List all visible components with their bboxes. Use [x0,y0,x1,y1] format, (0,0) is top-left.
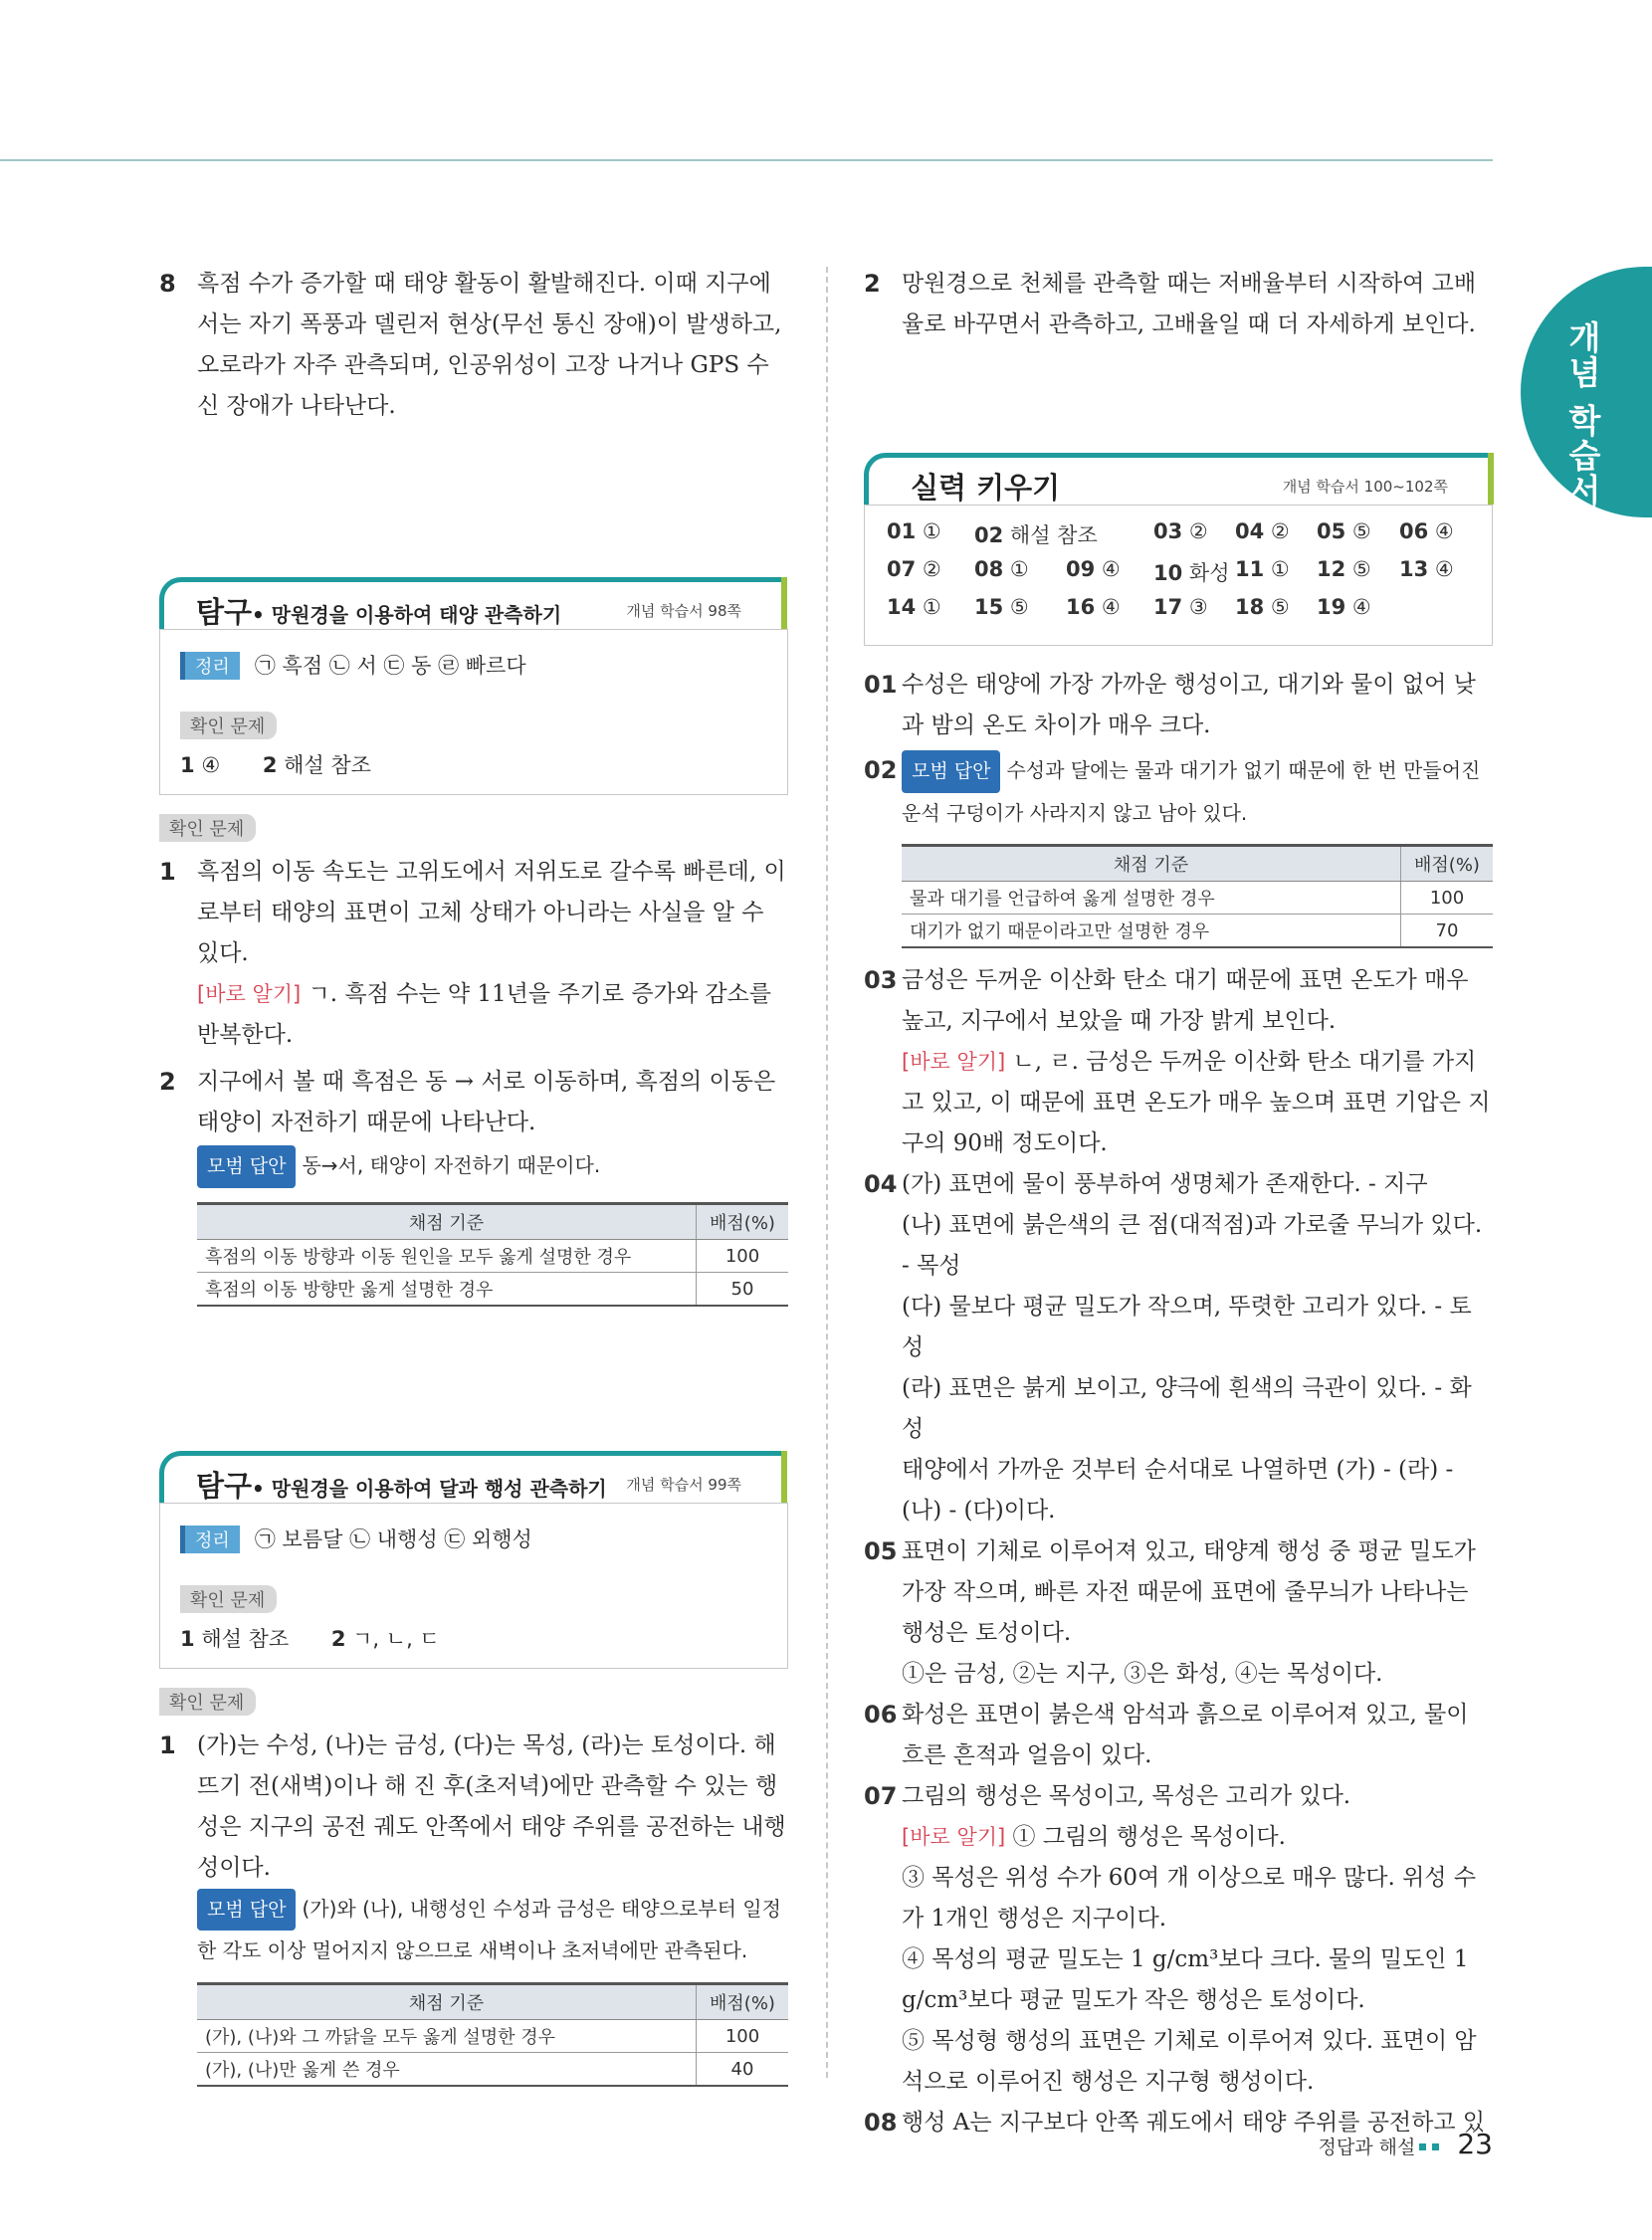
answer-item: 02 해설 참조 [974,523,1098,547]
answer-item: 12 ⑤ [1317,557,1371,581]
explore-box-2-header [159,1451,781,1508]
correction-note: [바로 알기] ㄱ. 흑점 수는 약 11년을 주기로 증가와 감소를 반복한다. [197,981,771,1048]
answer-item: 07 ② [887,557,941,581]
grading-table-1: 채점 기준 배점(%) 흑점의 이동 방향과 이동 원인을 모두 옳게 설명한 경우 100 흑점의 이동 방향만 옳게 설명한 경우 50 [197,1202,788,1307]
summary-text: ㉠ 흑점 ㉡ 서 ㉢ 동 ㉣ 빠르다 [254,654,526,678]
answer-item: 04 ② [1235,519,1290,543]
answer-item: 05 ⑤ [1317,519,1371,543]
answer-item: 16 ④ [1066,595,1121,619]
page-number: 23 [1457,2128,1493,2160]
check-label: 확인 문제 [180,712,277,739]
table-row: 대기가 없기 때문이라고만 설명한 경우 70 [902,915,1493,948]
explore-box-1: 정리 ㉠ 흑점 ㉡ 서 ㉢ 동 ㉣ 빠르다 확인 문제 1 ④ 2 해설 참조 [159,629,788,795]
answer-item: 17 ③ [1153,595,1208,619]
summary-text: ㉠ 보름달 ㉡ 내행성 ㉢ 외행성 [254,1527,532,1551]
answer-item: 09 ④ [1066,557,1121,581]
item-2: 2 망원경으로 천체를 관측할 때는 저배율부터 시작하여 고배율로 바꾸면서 관측하고, 고배율일 때 더 자세하게 보인다. [864,270,1477,337]
answer-item: 11 ① [1235,557,1290,581]
answer-item: 03 ② [1153,519,1208,543]
table-row: 흑점의 이동 방향만 옳게 설명한 경우 50 [197,1273,788,1307]
box-reference: 개념 학습서 100~102쪽 [1282,478,1448,496]
box-reference: 개념 학습서 98쪽 [626,602,741,620]
grading-table-2: 채점 기준 배점(%) (가), (나)와 그 까닭을 모두 옳게 설명한 경우 100 (가), (나)만 옳게 쓴 경우 40 [197,1982,788,2087]
explanation-06: 06 화성은 표면이 붉은색 암석과 흙으로 이루어져 있고, 물이 흐른 흔적과 얼음이 있다. [864,1701,1469,1768]
skill-title: 실력 키우기 [911,471,1061,505]
check-label: 확인 문제 [180,1585,277,1613]
explore-subtitle: • 망원경을 이용하여 태양 관측하기 [252,603,562,627]
answer-item: 06 ④ [1399,519,1454,543]
model-answer: 모범 답안 동→서, 태양이 자전하기 때문이다. [159,1145,788,1188]
explanation-03: 03 금성은 두꺼운 이산화 탄소 대기 때문에 표면 온도가 매우 높고, 지구에서 보았을 때 가장 밝게 보인다. [864,966,1469,1034]
table-row: (가), (나)와 그 까닭을 모두 옳게 설명한 경우 100 [197,2020,788,2053]
explanation-01: 01 수성은 태양에 가장 가까운 행성이고, 대기와 물이 없어 낮과 밤의 온도 차이가 매우 크다. [864,671,1476,738]
page-footer [1319,2128,1494,2160]
column-divider [826,267,828,2078]
footer-label: 정답과 해설 [1318,2137,1416,2158]
item-8: 8 흑점 수가 증가할 때 태양 활동이 활발해진다. 이때 지구에서는 자기 폭풍과 델린저 현상(무선 통신 장애)이 발생하고, 오로라가 자주 관측되며, 인공위성이 고장 나거나 GPS 수신 장애가 나타난다. [159,270,782,419]
explore-title: 탐구 [196,1469,253,1503]
table-row: 흑점의 이동 방향과 이동 원인을 모두 옳게 설명한 경우 100 [197,1240,788,1273]
explore-box-1-header [159,577,781,634]
answer-item: 10 화성 [1153,561,1230,585]
skill-answer-box [864,505,1493,646]
answer-item: 13 ④ [1399,557,1454,581]
explanation-08: 08 행성 A는 지구보다 안쪽 궤도에서 태양 주위를 공전하고 있 [864,2109,1486,2137]
check-item-2: 2 지구에서 볼 때 흑점은 동 → 서로 이동하며, 흑점의 이동은 태양이 자전하기 때문에 나타난다. [159,1068,776,1135]
grading-table-3: 채점 기준 배점(%) 물과 대기를 언급하여 옳게 설명한 경우 100 대기가 없기 때문이라고만 설명한 경우 70 [902,844,1493,948]
summary-label: 정리 [180,1526,240,1553]
top-rule [0,159,1493,161]
summary-label: 정리 [180,652,240,680]
answer-item: 14 ① [887,595,941,619]
explore-box-2: 정리 ㉠ 보름달 ㉡ 내행성 ㉢ 외행성 확인 문제 1 해설 참조 2 ㄱ, ㄴ, ㄷ [159,1503,788,1669]
explanation-02: 02 모범 답안 수성과 달에는 물과 대기가 없기 때문에 한 번 만들어진 운석 구덩이가 사라지지 않고 남아 있다. [864,750,1493,834]
skill-box-header [864,453,1488,509]
correction-note: [바로 알기] ㄴ, ㄹ. 금성은 두꺼운 이산화 탄소 대기를 가지고 있고, 이 때문에 표면 온도가 매우 높으며 표면 기압은 지구의 90배 정도이다. [902,1049,1491,1156]
answer-item: 19 ④ [1317,595,1371,619]
answer-item: 18 ⑤ [1235,595,1290,619]
check-item-1: 1 (가)는 수성, (나)는 금성, (다)는 목성, (라)는 토성이다. 해뜨기 전(새벽)이나 해 진 후(초저녁)에만 관측할 수 있는 행성은 지구의 공전 궤도 안쪽에서 태양 주위를 공전하는 내행성이다. [159,1731,786,1881]
explanation-07: 07 그림의 행성은 목성이고, 목성은 고리가 있다. [바로 알기] ① 그림의 행성은 목성이다. ③ 목성은 위성 수가 60여 개 이상으로 매우 많다. 위성 수가 1개인 행성은 지구이다. ④ 목성의 평균 밀도는 1 g/cm³보다 크다. 물의 밀도인 1 g/cm³보다 평균 밀도가 작은 행성은 토성이다. ⑤ 목성형 행성의 표면은 기체로 이루어져 있다. 표면이 암석으로 이루어진 행성은 지구형 행성이다. [864,1782,1477,2095]
check-item-1: 1 흑점의 이동 속도는 고위도에서 저위도로 갈수록 빠른데, 이로부터 태양의 표면이 고체 상태가 아니라는 사실을 알 수 있다. [159,858,786,966]
explanation-04: 04 (가) 표면에 물이 풍부하여 생명체가 존재한다. - 지구 (나) 표면에 붉은색의 큰 점(대적점)과 가로줄 무늬가 있다. - 목성 (다) 물보다 평균 밀도가 작으며, 뚜렷한 고리가 있다. - 토성 (라) 표면은 붉게 보이고, 양극에 흰색의 극관이 있다. - 화성 태양에서 가까운 것부터 순서대로 나열하면 (가) - (라) - (나) - (다)이다. [864,1170,1483,1524]
left-column [159,264,788,427]
check-label: 확인 문제 [159,814,256,842]
side-tab-label: 개념 학습서 [1563,320,1602,509]
answer-item: 08 ① [974,557,1029,581]
answer-item: 15 ⑤ [974,595,1029,619]
answer-item: 01 ① [887,519,941,543]
model-answer: 모범 답안 (가)와 (나), 내행성인 수성과 금성은 태양으로부터 일정한 각도 이상 멀어지지 않으므로 새벽이나 초저녁에만 관측된다. [159,1889,788,1970]
explore-subtitle: • 망원경을 이용하여 달과 행성 관측하기 [252,1477,607,1501]
explore-title: 탐구 [196,595,253,629]
answer-grid [887,519,1484,639]
check-label: 확인 문제 [159,1688,256,1716]
right-column [864,264,1493,345]
table-row: 물과 대기를 언급하여 옳게 설명한 경우 100 [902,882,1493,915]
box-reference: 개념 학습서 99쪽 [626,1476,741,1494]
table-row: (가), (나)만 옳게 쓴 경우 40 [197,2053,788,2087]
explanation-05: 05 표면이 기체로 이루어져 있고, 태양계 행성 중 평균 밀도가 가장 작으며, 빠른 자전 때문에 표면에 줄무늬가 나타나는 행성은 토성이다. ①은 금성, ②는 지구, ③은 화성, ④는 목성이다. [864,1537,1476,1687]
